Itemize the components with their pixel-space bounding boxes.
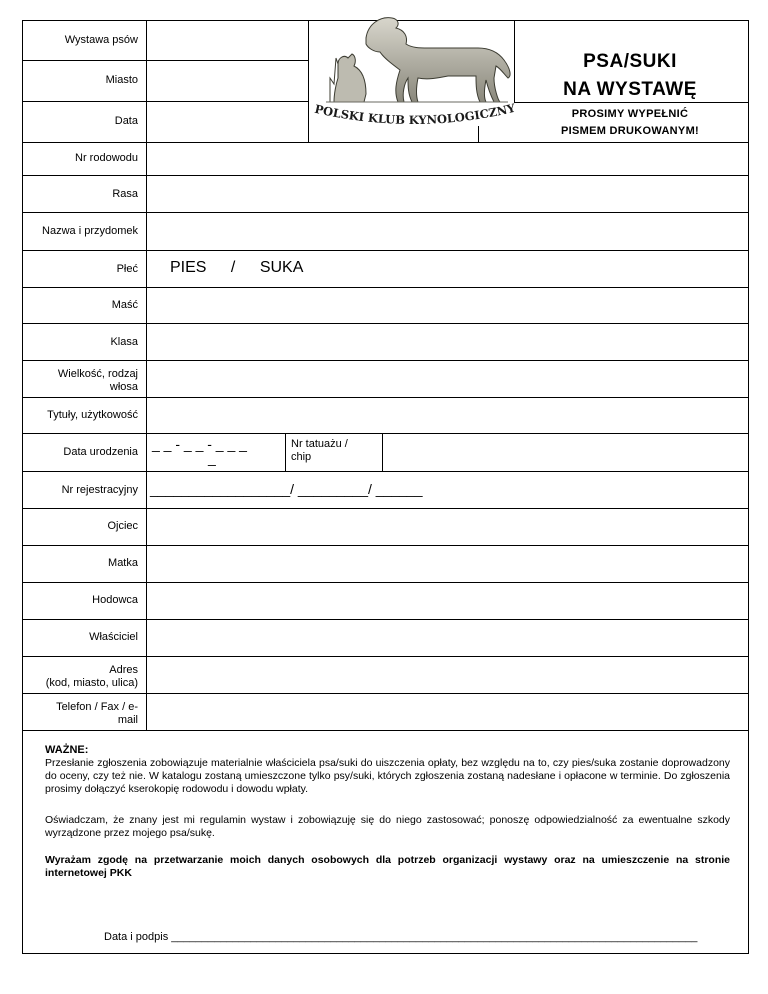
- color-label: Maść: [111, 298, 138, 311]
- name-input[interactable]: [147, 213, 748, 249]
- address-label-line-1: Adres: [109, 664, 138, 676]
- pkk-logo: [308, 8, 518, 140]
- sex-label: Płeć: [116, 262, 138, 275]
- size-input[interactable]: [147, 361, 748, 396]
- color-input[interactable]: [147, 288, 748, 322]
- title-line-2: NA WYSTAWĘ: [563, 79, 697, 100]
- tattoo-label-line-1: Nr tatuażu /: [291, 438, 348, 450]
- breeder-label: Hodowca: [92, 593, 138, 606]
- mother-label: Matka: [108, 556, 138, 569]
- registration-input[interactable]: __________________/ _________/ ______: [150, 481, 423, 497]
- breeder-input[interactable]: [147, 583, 748, 618]
- size-label: [24, 364, 138, 394]
- form-title: [530, 48, 730, 104]
- row-line: [22, 471, 749, 472]
- tattoo-input[interactable]: [383, 434, 748, 470]
- address-label: [24, 660, 138, 690]
- signature-label: Data i podpis: [104, 931, 169, 943]
- breed-label: Rasa: [112, 187, 138, 200]
- phone-label: [24, 697, 138, 727]
- print-notice: [515, 106, 745, 140]
- sex-option-separator: /: [230, 259, 236, 276]
- notice-line-1: PROSIMY WYPEŁNIĆ: [571, 108, 689, 120]
- registration-label: Nr rejestracyjny: [61, 483, 138, 496]
- birth-date-mask: _ _ - _ _ - _ _ _: [152, 436, 247, 452]
- important-section: [45, 744, 730, 796]
- owner-label: Właściciel: [89, 630, 138, 643]
- size-label-line-1: Wielkość, rodzaj: [57, 368, 138, 380]
- owner-input[interactable]: [147, 620, 748, 655]
- birth-date-mask-tail: _: [208, 450, 216, 466]
- important-heading: WAŻNE:: [45, 744, 89, 756]
- phone-label-line-2: mail: [117, 714, 138, 726]
- declaration-text: Oświadczam, że znany jest mi regulamin wystaw i zobowiązuję się do niego zastosować; ponoszę odpowiedzialność za ewentualne szkody wyrządzone przez mojego psa/sukę.: [45, 814, 730, 839]
- tattoo-label: [291, 438, 348, 464]
- logo-text: POLSKI KLUB KYNOLOGICZNY: [313, 100, 517, 128]
- cell-divider: [285, 433, 286, 471]
- father-label: Ojciec: [107, 519, 138, 532]
- pedigree-label: Nr rodowodu: [75, 151, 138, 164]
- breed-input[interactable]: [147, 176, 748, 211]
- titles-label: Tytuły, użytkowość: [47, 408, 138, 421]
- date-label: Data: [114, 114, 138, 127]
- signature-row: [104, 931, 697, 943]
- birth-date-label: Data urodzenia: [63, 445, 138, 458]
- show-label: Wystawa psów: [64, 33, 138, 46]
- size-label-line-2: włosa: [109, 381, 138, 393]
- address-label-line-2: (kod, miasto, ulica): [45, 677, 138, 689]
- mother-input[interactable]: [147, 546, 748, 581]
- sex-option-bitch[interactable]: SUKA: [259, 259, 304, 276]
- titles-input[interactable]: [147, 398, 748, 432]
- show-input[interactable]: [147, 21, 307, 59]
- svg-text:POLSKI KLUB KYNOLOGICZNY: [313, 101, 517, 127]
- name-label: Nazwa i przydomek: [42, 224, 138, 237]
- birth-date-input[interactable]: [152, 437, 284, 465]
- consent-text: Wyrażam zgodę na przetwarzanie moich danych osobowych dla potrzeb organizacji wystawy oraz na umieszczenie na stronie internetowej PKK: [45, 854, 730, 879]
- father-input[interactable]: [147, 509, 748, 544]
- phone-input[interactable]: [147, 694, 748, 729]
- dog-silhouette-icon: [308, 8, 518, 140]
- address-input[interactable]: [147, 657, 748, 692]
- signature-line[interactable]: ______________________________________________________________________________________: [171, 931, 698, 943]
- row-line: [22, 730, 749, 731]
- sex-option-dog[interactable]: PIES: [170, 259, 207, 276]
- city-input[interactable]: [147, 61, 307, 100]
- date-input[interactable]: [147, 102, 307, 141]
- title-line-1: PSA/SUKI: [583, 51, 677, 72]
- city-label: Miasto: [105, 73, 138, 86]
- sex-options[interactable]: [170, 259, 303, 277]
- pedigree-input[interactable]: [147, 143, 748, 174]
- phone-label-line-1: Telefon / Fax / e-: [56, 701, 138, 713]
- class-label: Klasa: [110, 335, 138, 348]
- notice-line-2: PISMEM DRUKOWANYM!: [560, 125, 699, 137]
- class-input[interactable]: [147, 324, 748, 359]
- row-line: [22, 250, 749, 251]
- important-text: Przesłanie zgłoszenia zobowiązuje materialnie właściciela psa/suki do uiszczenia opłaty, bez względu na to, czy pies/suka zostanie doprowadzony do oceny, czy też nie. W katalogu zostaną umieszczone tylko psy/suki, których zgłoszenia zostaną nadesłane i opłacone w terminie. Do zgłoszenia prosimy dołączyć kserokopię rodowodu i dowodu wpłaty.: [45, 757, 730, 795]
- tattoo-label-line-2: chip: [291, 451, 312, 463]
